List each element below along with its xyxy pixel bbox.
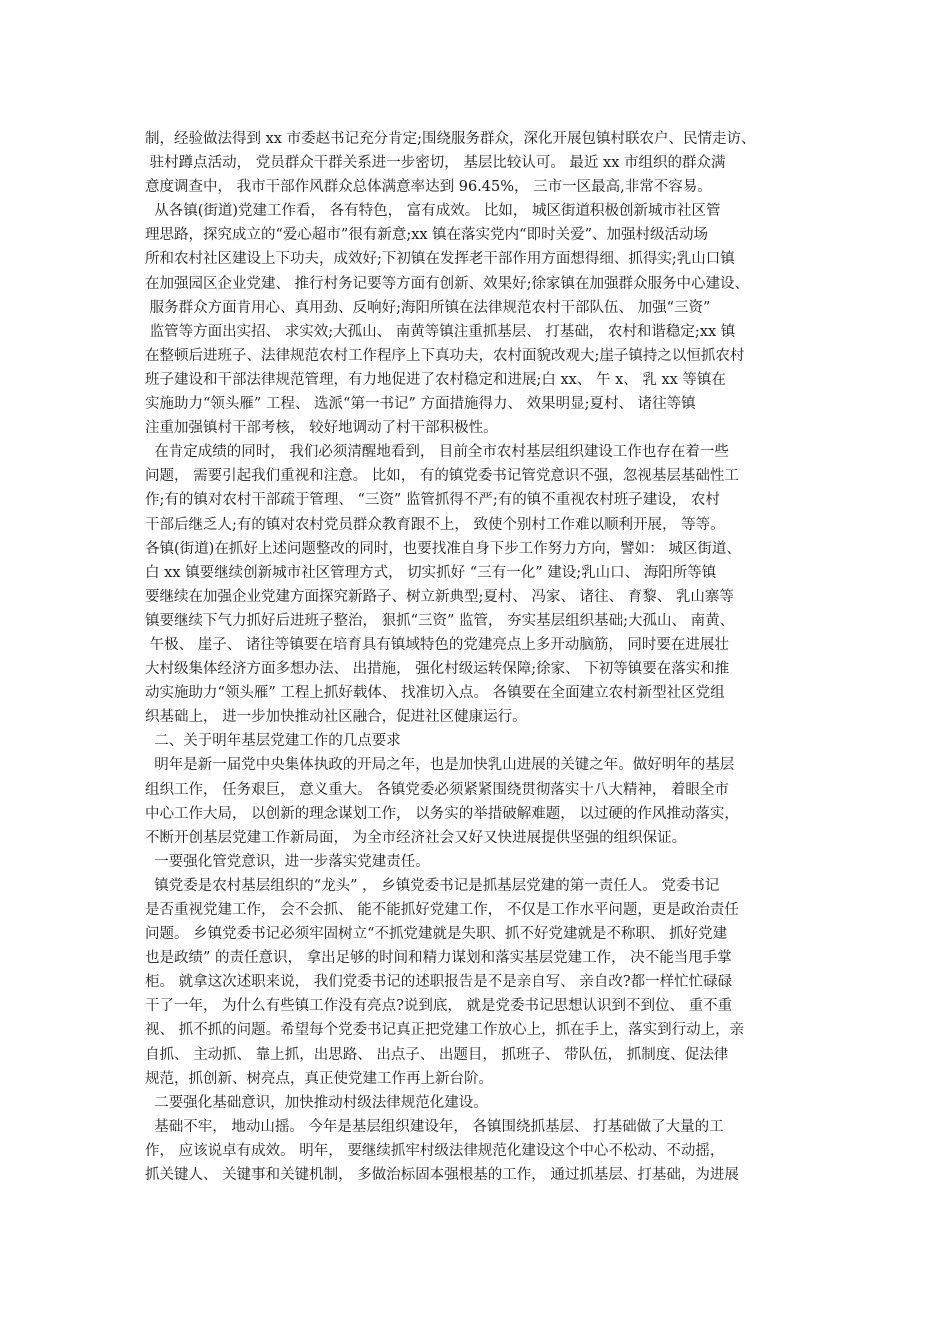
text-line: 午极、 崖子、 诸往等镇要在培育具有镇域特色的党建亮点上多开动脑筋， 同时要在进展壮 [145,636,729,653]
text-line: 自抓、 主动抓、 靠上抓，出思路、 出点子、 出题目， 抓班子、 带队伍， 抓制度、促法律 [145,1046,729,1063]
text-line: 从各镇(街道)党建工作看， 各有特色， 富有成效。 比如， 城区街道积极创新城市社区管 [145,203,721,220]
text-line: 监管等方面出实招、 求实效;大孤山、 南黄等镇注重抓基层、 打基础， 农村和谐稳定;xx 镇 [145,323,736,340]
text-line: 中心工作大局， 以创新的理念谋划工作， 以务实的举措破解难题， 以过硬的作风推动落实， [145,805,739,822]
text-line: 视、 抓不抓的问题。希望每个党委书记真正把党建工作放心上，抓在手上，落实到行动上，亲 [145,1022,745,1039]
text-line: 镇党委是农村基层组织的“龙头” ， 乡镇党委书记是抓基层党建的第一责任人。 党委书记 [145,877,720,894]
text-line: 所和农村社区建设上下功夫，成效好;下初镇在发挥老干部作用方面想得细、抓得实;乳山口镇 [145,251,735,268]
text-line: 在肯定成绩的同时， 我们必须清醒地看到， 目前全市农村基层组织建设工作也存在着一些 [145,444,729,461]
text-line: 镇要继续下气力抓好后进班子整治， 狠抓“三资” 监管， 夯实基层组织基础;大孤山、 南黄、 [145,612,735,629]
text-line: 问题， 需要引起我们重视和注意。 比如， 有的镇党委书记管党意识不强，忽视基层基础性工 [145,468,739,485]
text-line: 是否重视党建工作， 会不会抓、 能不能抓好党建工作， 不仅是工作水平问题，更是政治责任 [145,902,739,918]
text-line: 作;有的镇对农村干部疏于管理、 “三资” 监管抓得不严;有的镇不重视农村班子建设， 农村 [145,492,720,509]
text-line: 抓关键人、 关键事和关键机制， 多做治标固本强根基的工作， 通过抓基层、打基础，为进展 [145,1167,739,1184]
text-line: 织基础上， 进一步加快推动社区融合，促进社区健康运行。 [145,709,527,726]
text-line: 问题。 乡镇党委书记必须牢固树立“不抓党建就是失职、抓不好党建就是不称职、 抓好党建 [145,926,728,943]
text-line: 实施助力“领头雁” 工程、 选派“第一书记” 方面措施得力、 效果明显;夏村、 诸往等镇 [145,396,696,413]
text-line: 制，经验做法得到 xx 市委赵书记充分肯定;围绕服务群众，深化开展包镇村联农户、民情走访、 [145,131,756,147]
text-line: 在加强园区企业党建、 推行村务记要等方面有创新、效果好;徐家镇在加强群众服务中心建设、 [145,275,749,292]
text-line: 各镇(街道)在抓好上述问题整改的同时，也要找准自身下步工作努力方向，譬如： 城区街道、 [145,540,741,557]
text-line: 干了一年， 为什么有些镇工作没有亮点?说到底， 就是党委书记思想认识到不到位、 重不重 [145,998,733,1015]
text-line: 干部后继乏人;有的镇对农村党员群众教育跟不上， 致使个别村工作难以顺利开展， 等等。 [145,516,725,533]
text-line: 在整顿后进班子、法律规范农村工作程序上下真功夫，农村面貌改观大;崖子镇持之以恒抓农村 [145,347,745,364]
text-line: 动实施助力“领头雁” 工程上抓好载体、 找准切入点。 各镇要在全面建立农村新型社区党组 [145,685,725,702]
text-line: 大村级集体经济方面多想办法、 出措施， 强化村级运转保障;徐家、 下初等镇要在落实和推 [145,661,730,678]
text-line: 不断开创基层党建工作新局面， 为全市经济社会又好又快进展提供坚强的组织保证。 [145,829,687,846]
subsection-heading: 二要强化基础意识，加快推动村级法律规范化建设。 [145,1094,488,1111]
text-line: 服务群众方面肯用心、真用劲、反响好;海阳所镇在法律规范农村干部队伍、 加强“三资” [145,299,711,316]
text-line: 基础不牢， 地动山摇。 今年是基层组织建设年， 各镇围绕抓基层、 打基础做了大量的工 [145,1118,724,1135]
text-line: 班子建设和干部法律规范管理，有力地促进了农村稳定和进展;白 xx、 午 x、 乳 xx 等镇在 [145,371,726,388]
text-line: 也是政绩” 的责任意识， 拿出足够的时间和精力谋划和落实基层党建工作， 决不能当甩手掌 [145,950,732,967]
text-line: 作， 应该说卓有成效。 明年， 要继续抓牢村级法律规范化建设这个中心不松动、不动摇， [145,1142,725,1159]
section-heading: 二、关于明年基层党建工作的几点要求 [145,733,401,750]
text-line: 要继续在加强企业党建方面探究新路子、树立新典型;夏村、 冯家、 诸往、 育黎、 乳山寨等 [145,588,734,605]
text-line: 注重加强镇村干部考核， 较好地调动了村干部积极性。 [145,420,498,437]
text-line: 意度调查中， 我市干部作风群众总体满意率达到 96.45%， 三市一区最高,非常不容易。 [145,179,712,196]
text-line: 柜。 就拿这次述职来说， 我们党委书记的述职报告是不是亲自写、 亲自改?都一样忙忙碌碌 [145,974,733,991]
text-line: 组织工作， 任务艰巨， 意义重大。 各镇党委必须紧紧围绕贯彻落实十八大精神， 着眼全市 [145,781,729,798]
subsection-heading: 一要强化管党意识，进一步落实党建责任。 [145,853,430,870]
text-line: 驻村蹲点活动， 党员群众干群关系进一步密切， 基层比较认可。 最近 xx 市组织的群众满 [145,155,726,172]
text-line: 白 xx 镇要继续创新城市社区管理方式， 切实抓好 “三有一化” 建设;乳山口、 海阳所等镇 [145,564,717,581]
text-line: 理思路，探究成立的“爱心超市”很有新意;xx 镇在落实党内“即时关爱”、加强村级活动场 [145,227,708,244]
text-line: 规范，抓创新、树亮点，真正使党建工作再上新台阶。 [145,1070,493,1087]
text-line: 明年是新一届党中央集体执政的开局之年，也是加快乳山进展的关键之年。做好明年的基层 [145,757,735,774]
document-body [145,127,825,1187]
